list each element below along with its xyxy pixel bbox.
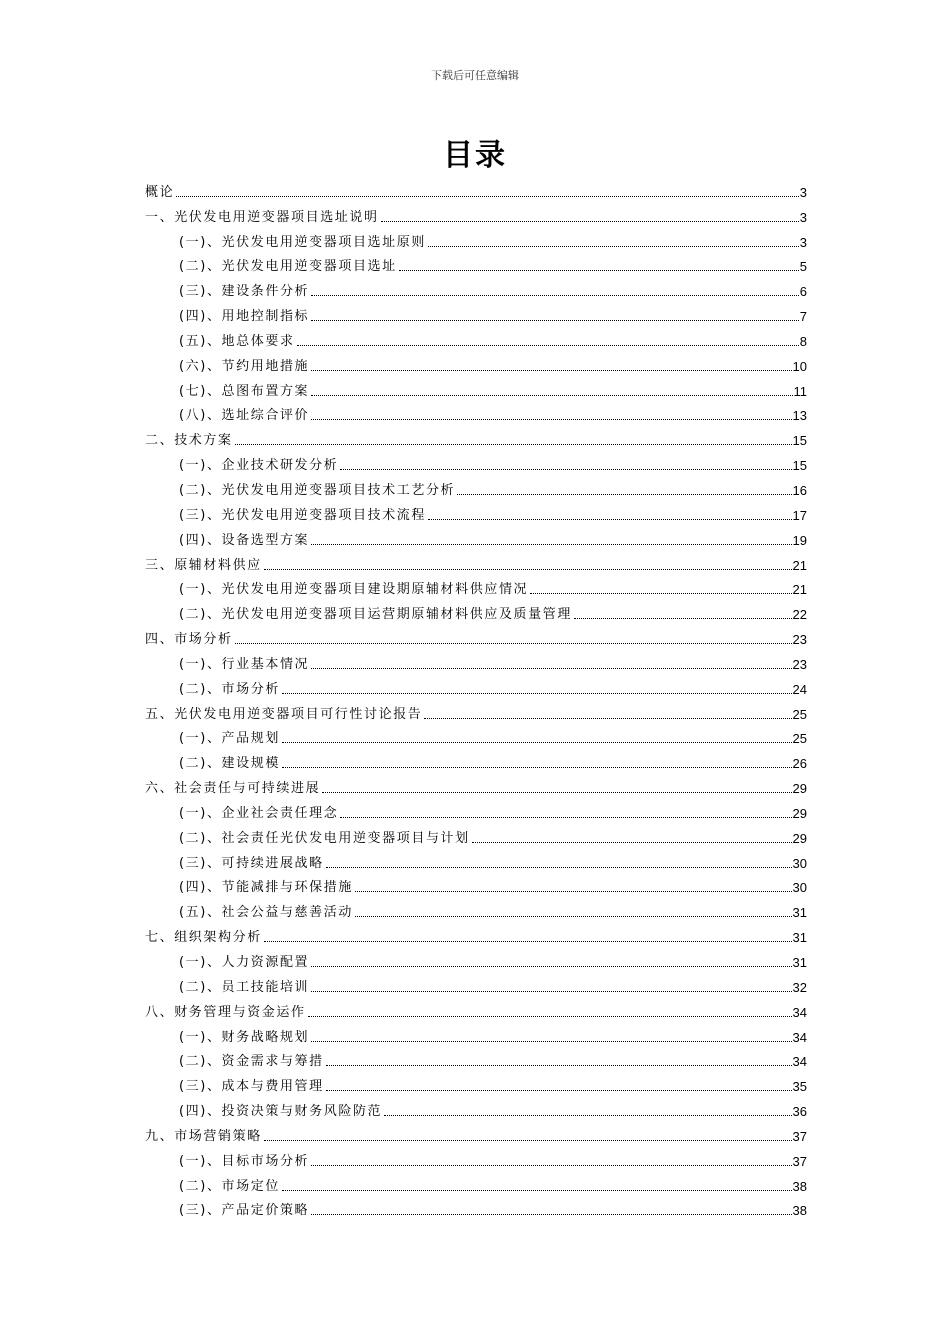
toc-dot-leader — [311, 1041, 791, 1042]
toc-dot-leader — [311, 370, 791, 371]
toc-entry[interactable] — [145, 598, 807, 623]
toc-entry[interactable] — [145, 499, 807, 524]
toc-entry[interactable] — [145, 1046, 807, 1071]
toc-page-number: 10 — [792, 358, 807, 374]
toc-entry[interactable] — [145, 1145, 807, 1170]
page-header: 下载后可任意编辑 — [431, 69, 519, 82]
toc-entry[interactable] — [145, 946, 807, 971]
toc-entry-label: (四)、设备选型方案 — [179, 532, 310, 548]
toc-entry-label: (二)、光伏发电用逆变器项目运营期原辅材料供应及质量管理 — [179, 607, 572, 623]
toc-dot-leader — [574, 618, 792, 619]
toc-entry[interactable] — [145, 524, 807, 549]
toc-entry-label: (七)、总图布置方案 — [179, 383, 310, 399]
toc-entry-label: (一)、行业基本情况 — [179, 656, 310, 672]
toc-dot-leader — [311, 395, 792, 396]
toc-entry[interactable] — [145, 449, 807, 474]
toc-dot-leader — [311, 991, 791, 992]
toc-dot-leader — [311, 966, 791, 967]
toc-page-number: 29 — [792, 805, 807, 821]
toc-page-number: 7 — [799, 309, 807, 325]
toc-entry-label: (五)、社会公益与慈善活动 — [179, 905, 353, 921]
toc-entry-label: 七、组织架构分析 — [145, 930, 262, 946]
toc-entry[interactable] — [145, 996, 807, 1021]
toc-page-number: 13 — [792, 408, 807, 424]
toc-entry-label: (二)、建设规模 — [179, 756, 280, 772]
toc-entry-label: (三)、可持续进展战略 — [179, 855, 324, 871]
toc-dot-leader — [311, 295, 799, 296]
toc-entry-label: 概论 — [145, 184, 175, 200]
toc-entry-label: (四)、用地控制指标 — [179, 309, 310, 325]
toc-page-number: 19 — [792, 532, 807, 548]
toc-entry[interactable] — [145, 872, 807, 897]
toc-dot-leader — [355, 891, 792, 892]
toc-entry[interactable] — [145, 1095, 807, 1120]
toc-page-number: 22 — [792, 607, 807, 623]
toc-page-number: 37 — [792, 1153, 807, 1169]
toc-page-number: 34 — [792, 1054, 807, 1070]
toc-entry[interactable] — [145, 723, 807, 748]
toc-entry[interactable] — [145, 623, 807, 648]
toc-dot-leader — [384, 1115, 791, 1116]
toc-page-number: 3 — [799, 209, 807, 225]
toc-entry[interactable] — [145, 201, 807, 226]
toc-dot-leader — [282, 1190, 792, 1191]
toc-dot-leader — [311, 419, 791, 420]
toc-entry-label: (一)、光伏发电用逆变器项目选址原则 — [179, 234, 426, 250]
toc-page-number: 25 — [792, 731, 807, 747]
toc-entry[interactable] — [145, 648, 807, 673]
toc-page-number: 30 — [792, 855, 807, 871]
toc-entry-label: (一)、目标市场分析 — [179, 1153, 310, 1169]
toc-entry[interactable] — [145, 350, 807, 375]
toc-entry-label: (三)、光伏发电用逆变器项目技术流程 — [179, 507, 426, 523]
toc-entry[interactable] — [145, 424, 807, 449]
toc-dot-leader — [326, 1065, 792, 1066]
toc-dot-leader — [472, 842, 792, 843]
toc-entry[interactable] — [145, 549, 807, 574]
toc-page-number: 29 — [792, 781, 807, 797]
toc-page-number: 3 — [799, 184, 807, 200]
toc-page-number: 23 — [792, 632, 807, 648]
toc-page-number: 11 — [793, 383, 807, 399]
page-title: 目录 — [443, 138, 507, 173]
toc-entry[interactable] — [145, 797, 807, 822]
toc-entry-label: (一)、产品规划 — [179, 731, 280, 747]
toc-entry-label: (四)、节能减排与环保措施 — [179, 880, 353, 896]
toc-entry[interactable] — [145, 772, 807, 797]
toc-page-number: 31 — [792, 905, 807, 921]
toc-page-number: 29 — [792, 830, 807, 846]
toc-dot-leader — [264, 941, 792, 942]
toc-dot-leader — [381, 221, 799, 222]
toc-page-number: 16 — [792, 482, 807, 498]
toc-entry[interactable] — [145, 1120, 807, 1145]
toc-dot-leader — [235, 643, 792, 644]
toc-page-number: 24 — [792, 681, 807, 697]
toc-entry[interactable] — [145, 251, 807, 276]
toc-entry[interactable] — [145, 574, 807, 599]
toc-entry-label: 四、市场分析 — [145, 632, 233, 648]
toc-entry-label: (二)、员工技能培训 — [179, 979, 310, 995]
toc-dot-leader — [264, 569, 792, 570]
toc-entry-label: 二、技术方案 — [145, 433, 233, 449]
toc-entry-label: (二)、市场分析 — [179, 681, 280, 697]
toc-dot-leader — [282, 742, 792, 743]
toc-dot-leader — [311, 668, 791, 669]
toc-page-number: 15 — [792, 458, 807, 474]
toc-entry[interactable] — [145, 1195, 807, 1220]
toc-page-number: 32 — [792, 979, 807, 995]
toc-entry[interactable] — [145, 673, 807, 698]
toc-page-number: 6 — [799, 284, 807, 300]
toc-entry[interactable] — [145, 275, 807, 300]
toc-entry-label: (二)、资金需求与筹措 — [179, 1054, 324, 1070]
toc-page-number: 36 — [792, 1104, 807, 1120]
toc-dot-leader — [355, 916, 792, 917]
toc-dot-leader — [282, 693, 792, 694]
toc-entry-label: (二)、社会责任光伏发电用逆变器项目与计划 — [179, 830, 470, 846]
toc-entry[interactable] — [145, 375, 807, 400]
toc-entry[interactable] — [145, 847, 807, 872]
toc-page-number: 37 — [792, 1128, 807, 1144]
toc-dot-leader — [428, 246, 799, 247]
toc-dot-leader — [264, 1140, 792, 1141]
toc-page-number: 5 — [799, 259, 807, 275]
toc-entry[interactable] — [145, 325, 807, 350]
toc-entry-label: (一)、企业技术研发分析 — [179, 458, 339, 474]
toc-page-number: 21 — [792, 582, 807, 598]
toc-entry-label: (四)、投资决策与财务风险防范 — [179, 1104, 383, 1120]
toc-page-number: 35 — [792, 1079, 807, 1095]
toc-page-number: 8 — [799, 333, 807, 349]
table-of-contents — [145, 176, 807, 1219]
toc-dot-leader — [311, 1165, 791, 1166]
toc-dot-leader — [308, 1016, 792, 1017]
toc-dot-leader — [311, 1214, 791, 1215]
toc-page-number: 23 — [792, 656, 807, 672]
toc-dot-leader — [311, 320, 799, 321]
toc-dot-leader — [322, 792, 791, 793]
toc-dot-leader — [176, 196, 799, 197]
toc-entry-label: (二)、光伏发电用逆变器项目技术工艺分析 — [179, 482, 456, 498]
toc-entry[interactable] — [145, 300, 807, 325]
toc-entry[interactable] — [145, 474, 807, 499]
toc-dot-leader — [399, 270, 799, 271]
toc-entry[interactable] — [145, 921, 807, 946]
toc-page-number: 3 — [799, 234, 807, 250]
toc-dot-leader — [340, 469, 791, 470]
toc-entry[interactable] — [145, 1070, 807, 1095]
toc-entry-label: 六、社会责任与可持续进展 — [145, 781, 321, 797]
toc-entry-label: 一、光伏发电用逆变器项目选址说明 — [145, 209, 379, 225]
toc-entry[interactable] — [145, 176, 807, 201]
toc-entry[interactable] — [145, 400, 807, 425]
toc-entry-label: (三)、建设条件分析 — [179, 284, 310, 300]
toc-entry-label: (八)、选址综合评价 — [179, 408, 310, 424]
toc-entry[interactable] — [145, 698, 807, 723]
toc-entry-label: (一)、光伏发电用逆变器项目建设期原辅材料供应情况 — [179, 582, 529, 598]
toc-entry-label: 三、原辅材料供应 — [145, 557, 262, 573]
toc-page-number: 17 — [792, 507, 807, 523]
toc-entry-label: 八、财务管理与资金运作 — [145, 1004, 306, 1020]
toc-entry[interactable] — [145, 822, 807, 847]
toc-dot-leader — [340, 817, 791, 818]
toc-page-number: 34 — [792, 1004, 807, 1020]
toc-entry[interactable] — [145, 1170, 807, 1195]
toc-dot-leader — [530, 593, 791, 594]
toc-dot-leader — [326, 867, 792, 868]
toc-page-number: 31 — [792, 955, 807, 970]
toc-entry-label: (一)、人力资源配置 — [179, 955, 310, 970]
toc-dot-leader — [326, 1090, 792, 1091]
toc-entry[interactable] — [145, 226, 807, 251]
toc-entry-label: (五)、地总体要求 — [179, 333, 295, 349]
toc-entry-label: 五、光伏发电用逆变器项目可行性讨论报告 — [145, 706, 423, 722]
toc-entry-label: (六)、节约用地措施 — [179, 358, 310, 374]
toc-entry-label: (二)、市场定位 — [179, 1178, 280, 1194]
toc-page-number: 34 — [792, 1029, 807, 1045]
toc-entry-label: (二)、光伏发电用逆变器项目选址 — [179, 259, 397, 275]
toc-page-number: 25 — [792, 706, 807, 722]
toc-entry[interactable] — [145, 747, 807, 772]
toc-page-number: 31 — [792, 930, 807, 946]
toc-entry-label: (三)、产品定价策略 — [179, 1203, 310, 1219]
toc-entry-label: (三)、成本与费用管理 — [179, 1079, 324, 1095]
toc-page-number: 21 — [792, 557, 807, 573]
toc-entry[interactable] — [145, 1021, 807, 1046]
toc-dot-leader — [297, 345, 799, 346]
toc-dot-leader — [428, 519, 792, 520]
toc-entry-label: 九、市场营销策略 — [145, 1128, 262, 1144]
toc-dot-leader — [282, 767, 792, 768]
toc-entry-label: (一)、财务战略规划 — [179, 1029, 310, 1045]
toc-page-number: 38 — [792, 1203, 807, 1219]
toc-dot-leader — [235, 444, 792, 445]
toc-page-number: 30 — [792, 880, 807, 896]
toc-dot-leader — [424, 718, 791, 719]
toc-page-number: 26 — [792, 756, 807, 772]
toc-entry[interactable] — [145, 896, 807, 921]
toc-page-number: 38 — [792, 1178, 807, 1194]
toc-entry-label: (一)、企业社会责任理念 — [179, 805, 339, 821]
toc-dot-leader — [457, 494, 791, 495]
toc-entry[interactable] — [145, 971, 807, 996]
toc-page-number: 15 — [792, 433, 807, 449]
toc-dot-leader — [311, 544, 791, 545]
